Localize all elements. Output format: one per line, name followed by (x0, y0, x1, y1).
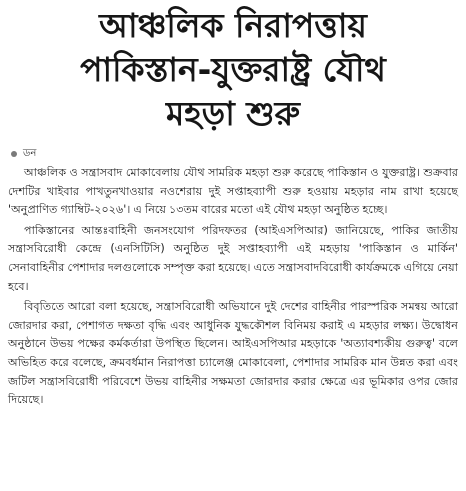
headline-line-1: আঞ্চলিক নিরাপত্তায় (99, 6, 367, 45)
source-label: ডন (23, 148, 37, 159)
paragraph-1: আঞ্চলিক ও সন্ত্রাসবাদ মোকাবেলায় যৌথ সামরিক মহড়া শুরু করেছে পাকিস্তান ও যুক্তরাষ্ট্র। শুক্রবার দেশটির খাইবার পাখতুনখাওয়ার নওশেরায় দুই সপ্তাহব্যাপী শুরু হওয়ায় মহড়ার নাম রাখা হয়েছে 'অনুপ্রাণিত গ্যাম্বিট-২০২৬'। এ নিয়ে ১৩তম বারের মতো এই যৌথ মহড়া অনুষ্ঠিত হচ্ছে। (8, 166, 458, 217)
paragraph-2: পাকিস্তানের আন্তঃবাহিনী জনসংযোগ পরিদফতর (আইএসপিআর) জানিয়েছে, পাকির জাতীয় সন্ত্রাসবিরোধী কেন্দ্রে (এনসিটিসি) অনুষ্ঠিত দুই সপ্তাহব্যাপী এই মহড়ায় 'পাকিস্তান ও মার্কিন' সেনাবাহিনীর পেশাদার দলগুলোকে সম্পৃক্ত করা হয়েছে। এতে সন্ত্রাসবাদবিরোধী কার্যক্রমকে এগিয়ে নেয়া হবে। (8, 223, 458, 293)
headline (8, 4, 458, 136)
headline-line-2: পাকিস্তান-যুক্তরাষ্ট্র যৌথ (80, 50, 386, 89)
headline-line-3: মহড়া শুরু (165, 94, 300, 133)
bullet-icon (11, 151, 17, 157)
paragraph-3: বিবৃতিতে আরো বলা হয়েছে, সন্ত্রাসবিরোধী অভিযানে দুই দেশের বাহিনীর পারস্পরিক সমন্বয় আরো জোরদার করা, পেশাগত দক্ষতা বৃদ্ধি এবং আধুনিক যুদ্ধকৌশল বিনিময় করাই এ মহড়ার লক্ষ্য। উদ্বোধন অনুষ্ঠানে উভয় পক্ষের কর্মকর্তারা উপস্থিত ছিলেন। আইএসপিআর মহড়াকে 'অত্যাবশ্যকীয় গুরুত্ব' বলে অভিহিত করে বলেছে, ক্রমবর্ধমান নিরাপত্তা চ্যালেঞ্জ মোকাবেলা, পেশাদার সামরিক মান উন্নত করা এবং জটিল সন্ত্রাসবিরোধী পরিবেশে উভয় বাহিনীর সক্ষমতা জোরদার করার ক্ষেত্রে এর ভূমিকার ওপর জোর দিয়েছে। (8, 300, 458, 407)
dateline (8, 146, 458, 162)
article-body (8, 164, 458, 410)
